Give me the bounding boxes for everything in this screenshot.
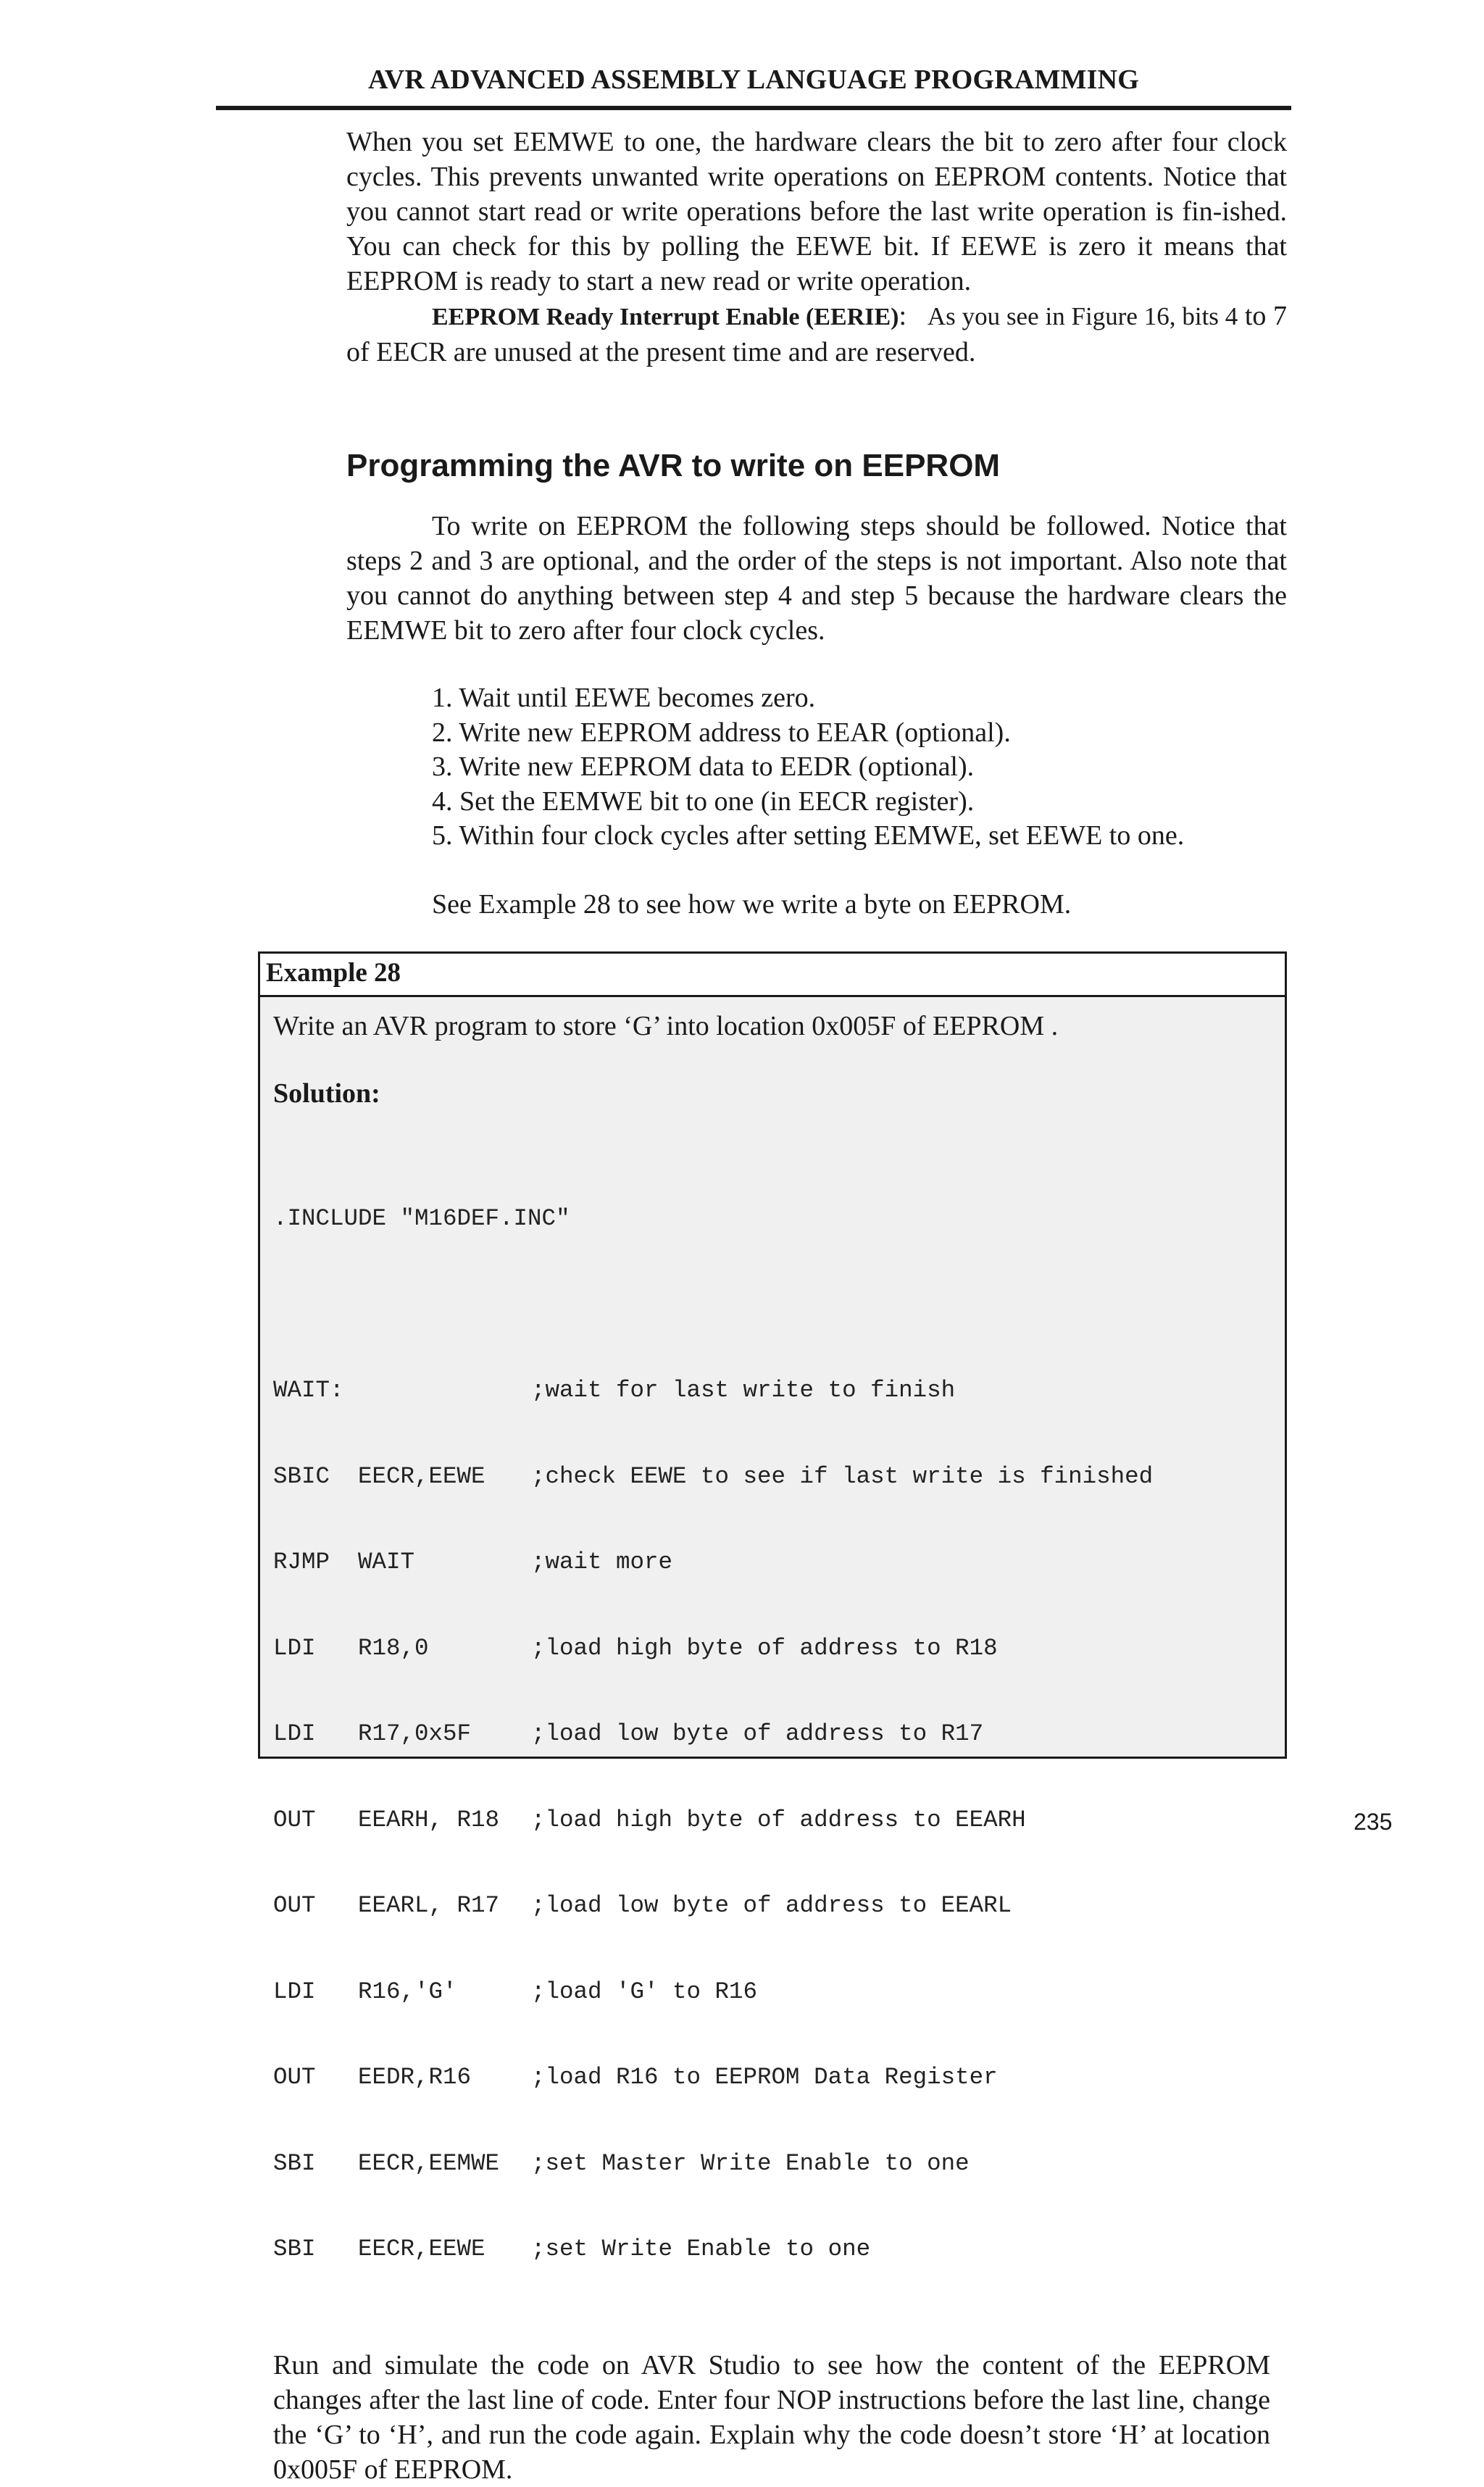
code-opcode: OUT (273, 2064, 316, 2091)
code-opcode: SBI (273, 2149, 316, 2177)
code-comment: ;load low byte of address to EEARL (531, 1892, 1012, 1919)
code-comment: ;set Write Enable to one (531, 2236, 871, 2262)
code-line (273, 2149, 1270, 2178)
code-comment: ;load high byte of address to EEARH (531, 1806, 1026, 1833)
example-prompt: Write an AVR program to store ‘G’ into location 0x005F of EEPROM . (273, 1011, 1059, 1041)
code-comment: ;set Master Write Enable to one (531, 2149, 970, 2177)
code-comment: ;load R16 to EEPROM Data Register (531, 2064, 998, 2091)
example-box (258, 951, 1287, 2485)
running-header: AVR ADVANCED ASSEMBLY LANGUAGE PROGRAMMING (367, 64, 1140, 95)
solution-label: Solution: (273, 1078, 380, 1109)
code-line-label (273, 1376, 1270, 1405)
code-operands: EEARH, R18 (358, 1806, 500, 1833)
code-opcode: LDI (273, 1634, 316, 1662)
code-operands: R16,'G' (358, 1978, 457, 2005)
example-closing-text: Run and simulate the code on AVR Studio to see how the content of the EEPROM changes after the last line of code. Enter four NOP instructions before the last line, change the ‘G’ to ‘H’, and run the code again. Explain why the code doesn’t store ‘H’ at location 0x005F of EEPROM. (273, 2349, 1270, 2485)
header-rule (216, 106, 1291, 110)
code-comment: ;wait for last write to finish (531, 1377, 956, 1404)
code-operands: R18,0 (358, 1634, 429, 1662)
code-comment: ;load low byte of address to R17 (531, 1720, 984, 1747)
code-line (273, 1891, 1270, 1920)
code-line (273, 1548, 1270, 1577)
code-operands: EECR,EEMWE (358, 2149, 500, 2177)
code-line (273, 2235, 1270, 2264)
code-line (273, 1806, 1270, 1835)
code-comment: ;check EEWE to see if last write is finished (531, 1462, 1154, 1490)
code-operands: WAIT (358, 1549, 415, 1575)
code-opcode: SBIC (273, 1462, 330, 1490)
code-operands: EEARL, R17 (358, 1892, 500, 1919)
code-opcode: OUT (273, 1892, 316, 1919)
code-opcode: RJMP (273, 1549, 330, 1575)
paragraph-intro (346, 509, 1287, 648)
code-opcode: LDI (273, 1720, 316, 1747)
list-item: 4. Set the EEMWE bit to one (in EECR register). (432, 786, 975, 817)
code-line (273, 1720, 1270, 1749)
steps-list (432, 681, 1184, 854)
code-line (273, 1462, 1270, 1491)
page-number: 235 (1354, 1809, 1393, 1835)
code-label: WAIT: (273, 1377, 344, 1404)
code-operands: EECR,EEWE (358, 2236, 485, 2262)
code-line (273, 1978, 1270, 2007)
list-item: 3. Write new EEPROM data to EEDR (optional). (432, 751, 975, 782)
code-operands: R17,0x5F (358, 1720, 472, 1747)
list-item: 2. Write new EEPROM address to EEAR (optional). (432, 717, 1011, 748)
list-item: 1. Wait until EEWE becomes zero. (432, 683, 816, 713)
paragraph-intro-text: To write on EEPROM the following steps should be followed. Notice that steps 2 and 3 are optional, and the order of the steps is not important. Also note that you cannot do anything between step 4 and step 5 because the hardware clears the EEMWE bit to zero after four clock cycles. (346, 511, 1287, 646)
section-heading: Programming the AVR to write on EEPROM (346, 448, 1001, 483)
code-operands: EECR,EEWE (358, 1462, 485, 1490)
code-block (273, 1147, 1270, 2321)
list-item: 5. Within four clock cycles after setting EEMWE, set EEWE to one. (432, 820, 1185, 851)
code-comment: ;load 'G' to R16 (531, 1978, 758, 2005)
code-opcode: SBI (273, 2236, 316, 2262)
code-opcode: LDI (273, 1978, 316, 2005)
code-line (273, 1634, 1270, 1663)
paragraph-eerie-text-b: to 7 of EECR are unused at the present time and are reserved. (346, 301, 1288, 367)
code-line (273, 2063, 1270, 2092)
code-comment: ;wait more (531, 1549, 673, 1575)
run-in-heading-eerie: EEPROM Ready Interrupt Enable (EERIE) (432, 304, 899, 330)
paragraph-eemwe: When you set EEMWE to one, the hardware clears the bit to zero after four clock cycles. This prevents unwanted write operations on EEPROM contents. Notice that you cannot start read or write operations before the last write operation is fin-ished. You can check for this by polling the EEWE bit. If EEWE is zero it means that EEPROM is ready to start a new read or write operation. (346, 127, 1287, 296)
paragraph-eerie-text-a: As you see in Figure 16, bits 4 (927, 302, 1238, 330)
code-line-include: .INCLUDE "M16DEF.INC" (273, 1205, 570, 1232)
example-title: Example 28 (260, 954, 1285, 997)
code-comment: ;load high byte of address to R18 (531, 1634, 998, 1662)
code-operands: EEDR,R16 (358, 2064, 472, 2091)
run-in-colon: : (899, 301, 907, 331)
code-opcode: OUT (273, 1806, 316, 1833)
code-blank-line (273, 1291, 1270, 1320)
paragraph-eerie (346, 299, 1287, 370)
example-content (273, 1009, 1270, 2487)
see-example-text: See Example 28 to see how we write a byte on EEPROM. (432, 889, 1072, 920)
